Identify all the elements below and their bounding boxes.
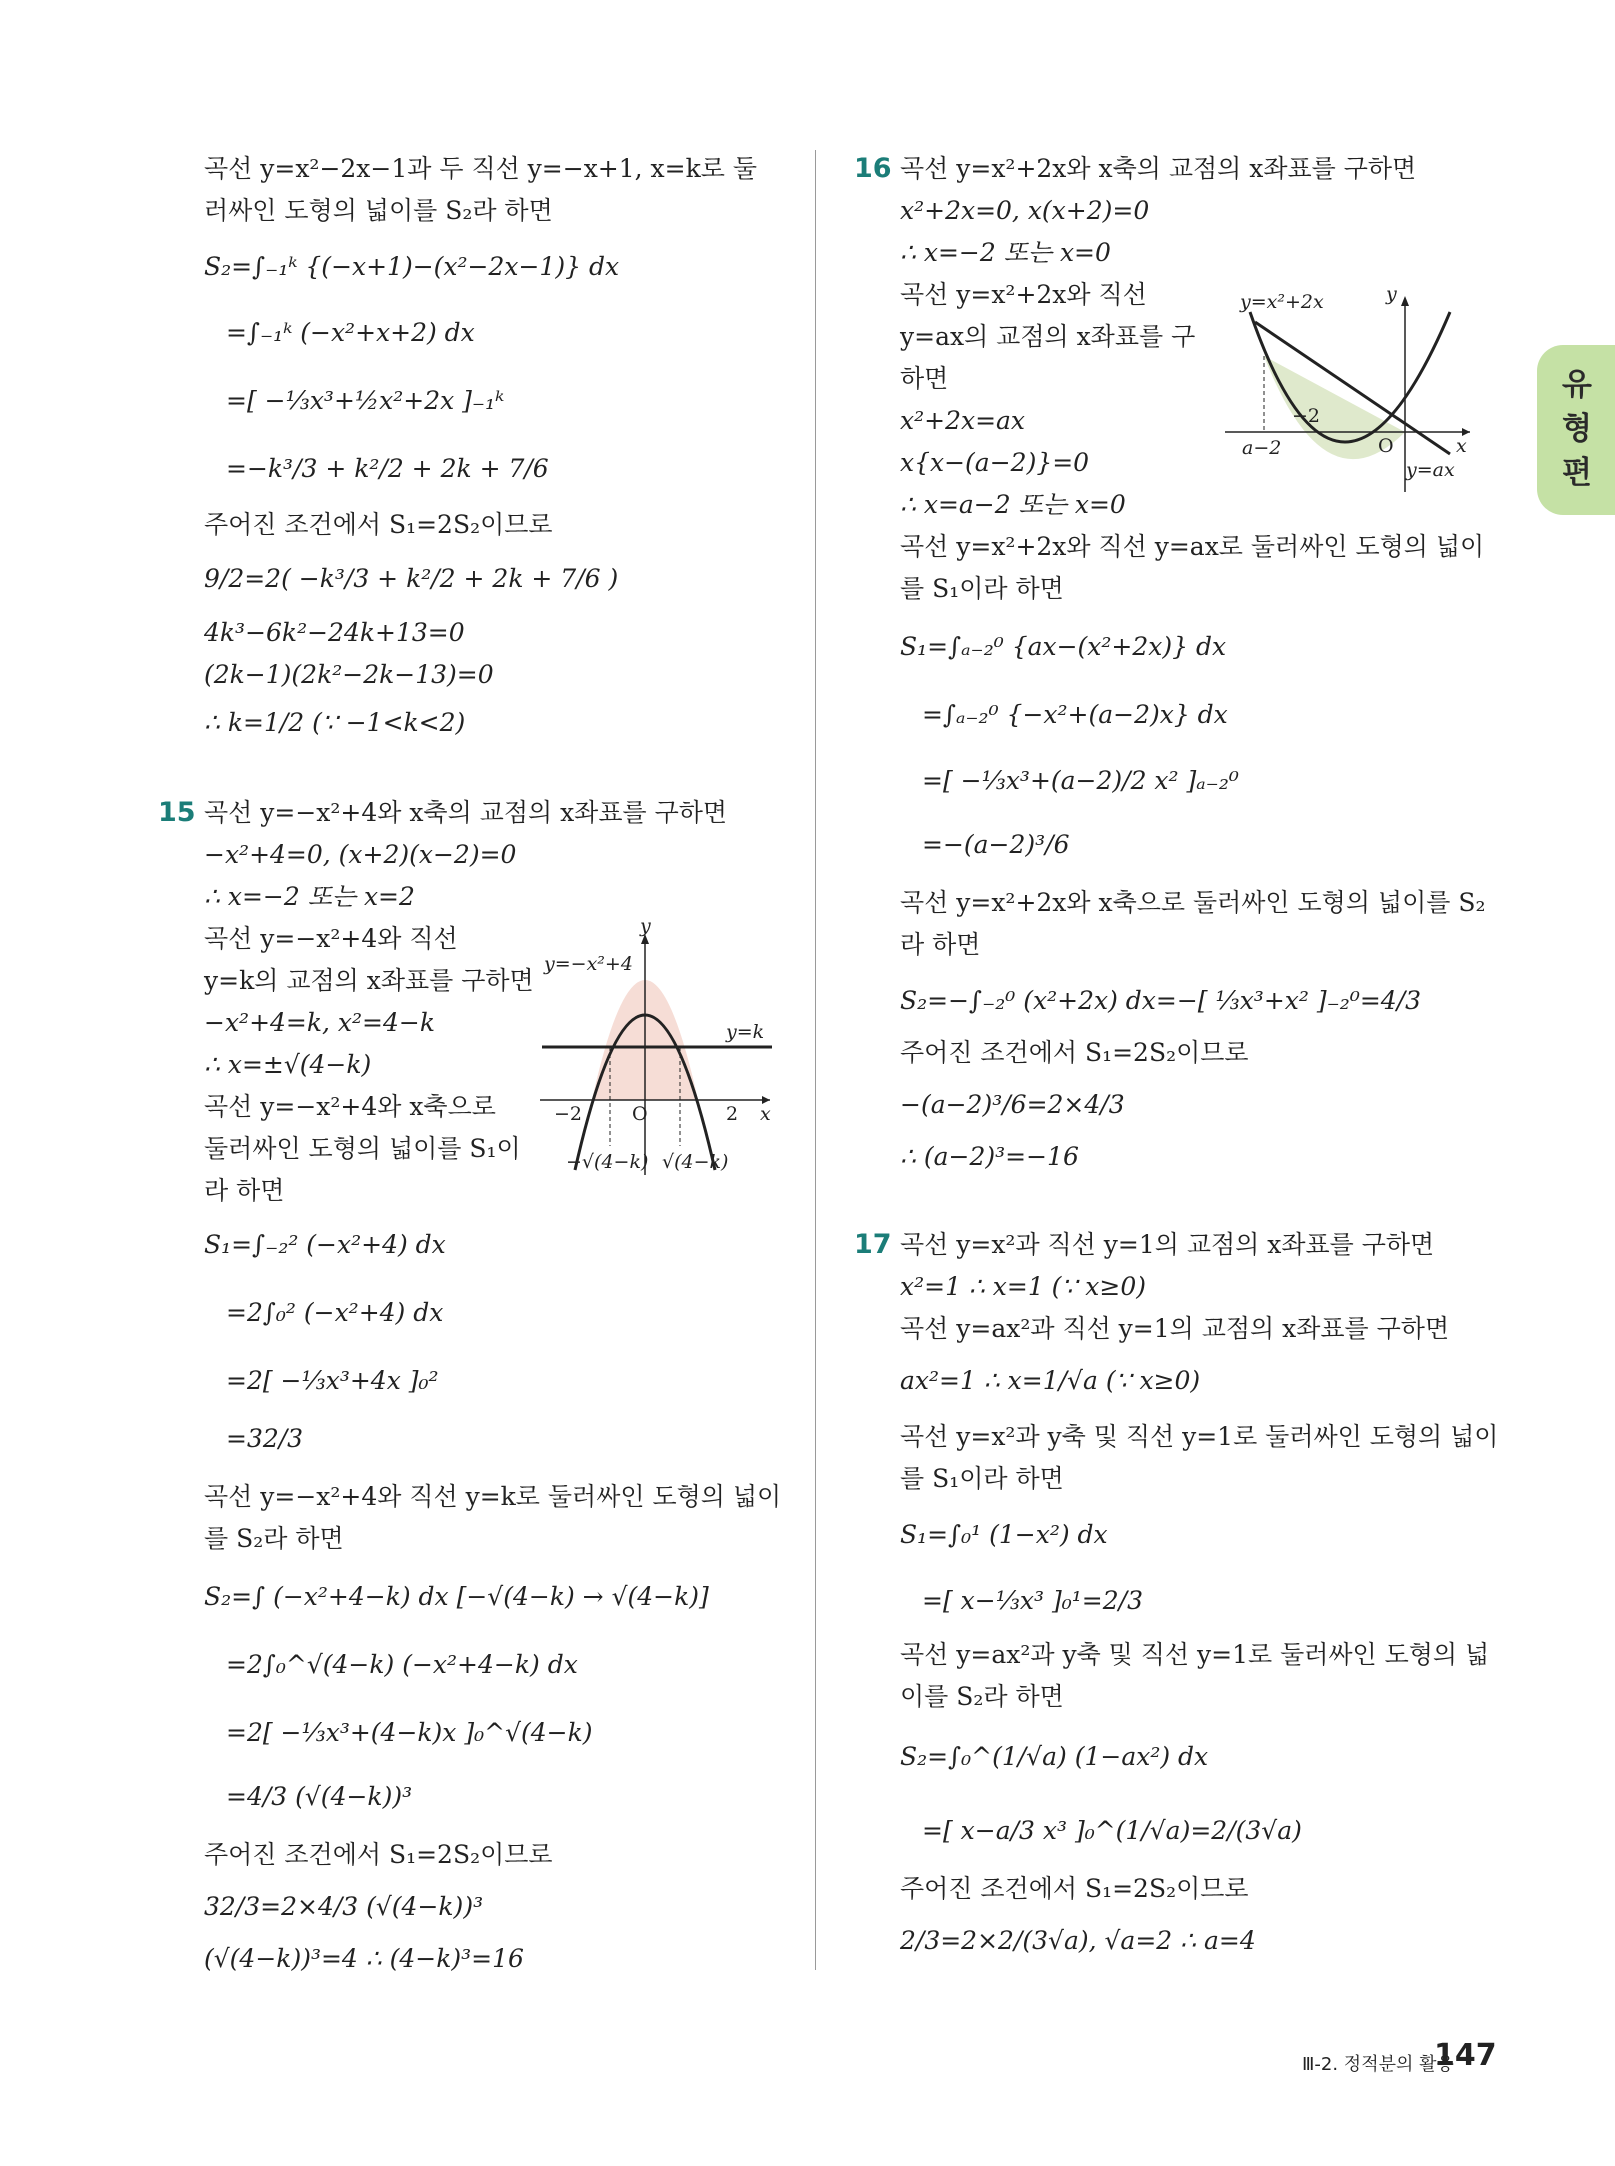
p17-line-10: 이를 S₂라 하면 — [900, 1682, 1064, 1711]
p15-line-6: −x²+4=k, x²=4−k — [204, 1008, 435, 1037]
p15-line-22: 32/3=2×4/3 (√(4−k))³ — [204, 1892, 484, 1921]
p16-line-19: 주어진 조건에서 S₁=2S₂이므로 — [900, 1038, 1249, 1067]
page-number: 147 — [1434, 2038, 1497, 2073]
side-tab-label: 유 형 편 — [1562, 367, 1592, 491]
problem-16-graph — [1220, 282, 1475, 497]
prev-line-10: (2k−1)(2k²−2k−13)=0 — [204, 660, 494, 689]
p17-line-2: x²=1 ∴ x=1 (∵ x≥0) — [900, 1272, 1146, 1301]
p16-line-16: 곡선 y=x²+2x와 x축으로 둘러싸인 도형의 넓이를 S₂ — [900, 888, 1486, 917]
p15-line-23: (√(4−k))³=4 ∴ (4−k)³=16 — [204, 1944, 524, 1973]
p15-line-14: =32/3 — [226, 1424, 304, 1453]
p16-line-18: S₂=−∫₋₂⁰ (x²+2x) dx=−[ ⅓x³+x² ]₋₂⁰=4/3 — [900, 986, 1422, 1015]
prev-line-9: 4k³−6k²−24k+13=0 — [204, 618, 465, 647]
prev-line-6: =−k³/3 + k²/2 + 2k + 7/6 — [226, 454, 549, 483]
p16-line-12: S₁=∫ₐ₋₂⁰ {ax−(x²+2x)} dx — [900, 632, 1227, 661]
p16-line-20: −(a−2)³/6=2×4/3 — [900, 1090, 1125, 1119]
p16-line-7: x²+2x=ax — [900, 406, 1026, 435]
p17-line-3: 곡선 y=ax²과 직선 y=1의 교점의 x좌표를 구하면 — [900, 1314, 1450, 1343]
p15-line-7: ∴ x=±√(4−k) — [204, 1050, 372, 1079]
p15-line-18: =2∫₀^√(4−k) (−x²+4−k) dx — [226, 1650, 578, 1679]
p17-line-6: 를 S₁이라 하면 — [900, 1464, 1064, 1493]
p17-line-7: S₁=∫₀¹ (1−x²) dx — [900, 1520, 1108, 1549]
p16-curve-label: y=x²+2x — [1240, 291, 1324, 313]
p16-line-5: y=ax의 교점의 x좌표를 구 — [900, 322, 1196, 351]
p15-x-axis-label: x — [760, 1103, 771, 1125]
p15-line-label: y=k — [726, 1021, 765, 1043]
p15-line-10: 라 하면 — [204, 1176, 285, 1205]
p15-curve-label: y=−x²+4 — [544, 953, 633, 975]
p15-line-11: S₁=∫₋₂² (−x²+4) dx — [204, 1230, 446, 1259]
prev-line-2: 러싸인 도형의 넓이를 S₂라 하면 — [204, 196, 553, 225]
p16-x-axis-label: x — [1456, 435, 1467, 457]
p16-line-17: 라 하면 — [900, 930, 981, 959]
p17-line-5: 곡선 y=x²과 y축 및 직선 y=1로 둘러싸인 도형의 넓이 — [900, 1422, 1499, 1451]
p16-line-15: =−(a−2)³/6 — [922, 830, 1070, 859]
p17-line-9: 곡선 y=ax²과 y축 및 직선 y=1로 둘러싸인 도형의 넓 — [900, 1640, 1490, 1669]
p16-line-3: ∴ x=−2 또는 x=0 — [900, 238, 1111, 267]
p15-pos-root: 2 — [726, 1103, 739, 1125]
prev-line-7: 주어진 조건에서 S₁=2S₂이므로 — [204, 510, 553, 539]
prev-line-3: S₂=∫₋₁ᵏ {(−x+1)−(x²−2x−1)} dx — [204, 252, 620, 281]
p15-left-cross: −√(4−k) — [566, 1151, 649, 1173]
p16-line-4: 곡선 y=x²+2x와 직선 — [900, 280, 1147, 309]
problem-17-number: 17 — [854, 1229, 892, 1260]
p16-origin: O — [1378, 435, 1394, 457]
problem-15-graph — [540, 920, 780, 1180]
column-divider — [815, 150, 816, 1970]
p17-line-14: 2/3=2×2/(3√a), √a=2 ∴ a=4 — [900, 1926, 1256, 1955]
p16-line-13: =∫ₐ₋₂⁰ {−x²+(a−2)x} dx — [922, 700, 1228, 729]
p16-line-21: ∴ (a−2)³=−16 — [900, 1142, 1079, 1171]
p15-line-16: 를 S₂라 하면 — [204, 1524, 344, 1553]
p15-line-21: 주어진 조건에서 S₁=2S₂이므로 — [204, 1840, 553, 1869]
prev-line-8: 9/2=2( −k³/3 + k²/2 + 2k + 7/6 ) — [204, 564, 619, 593]
p16-line-14: =[ −⅓x³+(a−2)/2 x² ]ₐ₋₂⁰ — [922, 766, 1239, 795]
prev-line-11: ∴ k=1/2 (∵ −1<k<2) — [204, 708, 466, 737]
p16-y-axis-label: y — [1386, 283, 1397, 305]
p15-line-3: ∴ x=−2 또는 x=2 — [204, 882, 415, 911]
p17-line-11: S₂=∫₀^(1/√a) (1−ax²) dx — [900, 1742, 1209, 1771]
prev-line-1: 곡선 y=x²−2x−1과 두 직선 y=−x+1, x=k로 둘 — [204, 154, 757, 183]
p17-line-4: ax²=1 ∴ x=1/√a (∵ x≥0) — [900, 1366, 1201, 1395]
p15-line-20: =4/3 (√(4−k))³ — [226, 1782, 413, 1811]
p15-line-9: 둘러싸인 도형의 넓이를 S₁이 — [204, 1134, 521, 1163]
p16-line-10: 곡선 y=x²+2x와 직선 y=ax로 둘러싸인 도형의 넓이 — [900, 532, 1485, 561]
p15-line-13: =2[ −⅓x³+4x ]₀² — [226, 1366, 439, 1395]
p15-line-5: y=k의 교점의 x좌표를 구하면 — [204, 966, 534, 995]
p16-line-label: y=ax — [1406, 459, 1455, 481]
p15-line-12: =2∫₀² (−x²+4) dx — [226, 1298, 444, 1327]
p17-line-13: 주어진 조건에서 S₁=2S₂이므로 — [900, 1874, 1249, 1903]
p15-right-cross: √(4−k) — [662, 1151, 729, 1173]
p17-line-8: =[ x−⅓x³ ]₀¹=2/3 — [922, 1586, 1143, 1615]
prev-line-4: =∫₋₁ᵏ (−x²+x+2) dx — [226, 318, 475, 347]
p16-root: −2 — [1292, 405, 1321, 427]
p16-line-2: x²+2x=0, x(x+2)=0 — [900, 196, 1150, 225]
p16-line-9: ∴ x=a−2 또는 x=0 — [900, 490, 1126, 519]
footer-section-title: Ⅲ-2. 정적분의 활용 — [1302, 2054, 1454, 2075]
prev-line-5: =[ −⅓x³+½x²+2x ]₋₁ᵏ — [226, 386, 505, 415]
p17-line-12: =[ x−a/3 x³ ]₀^(1/√a)=2/(3√a) — [922, 1816, 1302, 1845]
p15-y-axis-label: y — [640, 920, 651, 937]
p15-line-15: 곡선 y=−x²+4와 직선 y=k로 둘러싸인 도형의 넓이 — [204, 1482, 782, 1511]
p16-line-1: 곡선 y=x²+2x와 x축의 교점의 x좌표를 구하면 — [900, 154, 1417, 183]
problem-15-number: 15 — [158, 797, 196, 828]
p15-line-1: 곡선 y=−x²+4와 x축의 교점의 x좌표를 구하면 — [204, 798, 728, 827]
p15-line-4: 곡선 y=−x²+4와 직선 — [204, 924, 458, 953]
p16-line-8: x{x−(a−2)}=0 — [900, 448, 1090, 477]
p16-line-11: 를 S₁이라 하면 — [900, 574, 1064, 603]
p15-line-17: S₂=∫ (−x²+4−k) dx [−√(4−k) → √(4−k)] — [204, 1582, 709, 1611]
p16-left-x: a−2 — [1242, 437, 1282, 459]
section-side-tab — [1537, 345, 1615, 515]
problem-16-number: 16 — [854, 153, 892, 184]
p15-neg-root: −2 — [554, 1103, 583, 1125]
p17-line-1: 곡선 y=x²과 직선 y=1의 교점의 x좌표를 구하면 — [900, 1230, 1435, 1259]
p15-line-2: −x²+4=0, (x+2)(x−2)=0 — [204, 840, 517, 869]
p16-line-6: 하면 — [900, 364, 949, 393]
p15-origin: O — [632, 1103, 648, 1125]
p15-line-19: =2[ −⅓x³+(4−k)x ]₀^√(4−k) — [226, 1718, 593, 1747]
p15-line-8: 곡선 y=−x²+4와 x축으로 — [204, 1092, 496, 1121]
